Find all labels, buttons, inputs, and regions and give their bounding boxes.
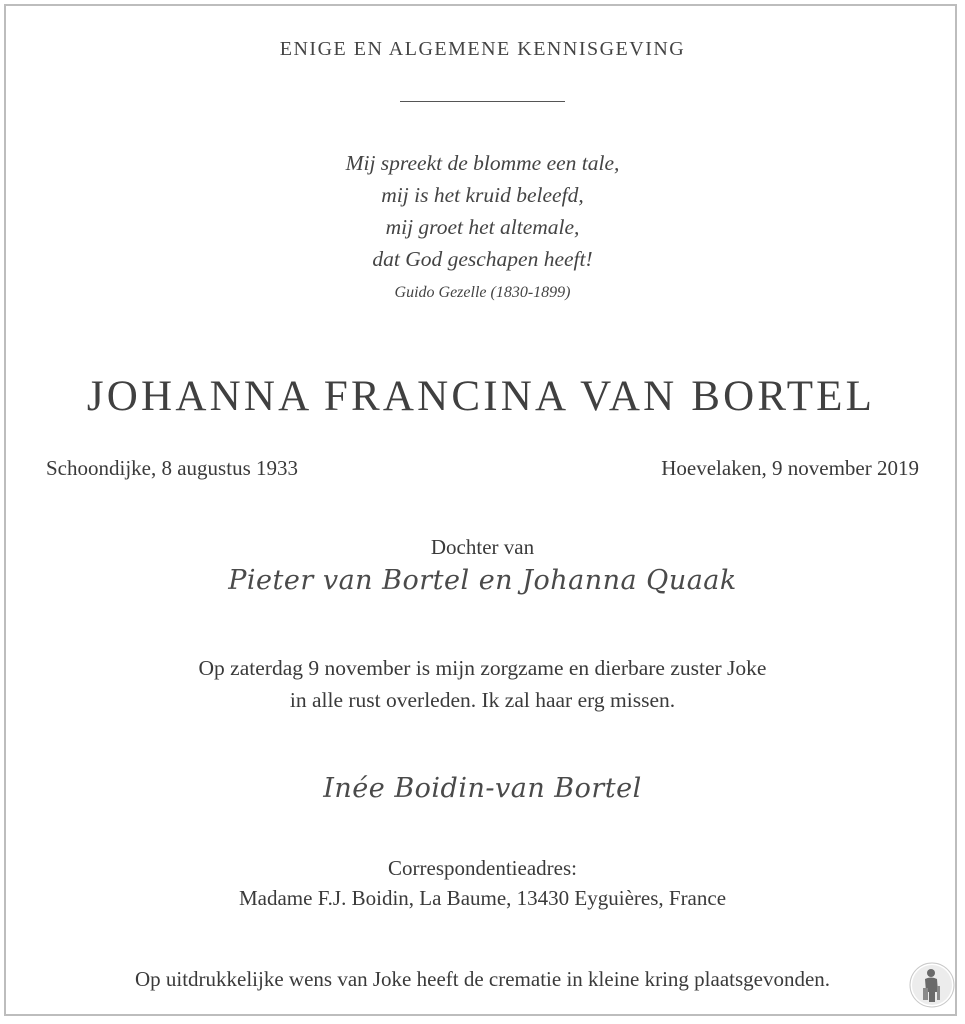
poem-line: Mij spreekt de blomme een tale, [345,151,620,175]
message [0,652,965,716]
death-place-date: Hoevelaken, 9 november 2019 [661,456,919,480]
signature: Inée Boidin-van Bortel [323,773,642,804]
poem-line: dat God geschapen heeft! [372,247,593,271]
deceased-name: JOHANNA FRANCINA VAN BORTEL [86,373,876,420]
message-line: Op zaterdag 9 november is mijn zorgzame en dierbare zuster Joke [198,656,767,680]
parents-names: Pieter van Bortel en Johanna Quaak [228,565,737,596]
birth-place-date: Schoondijke, 8 augustus 1933 [46,456,298,480]
message-line: in alle rust overleden. Ik zal haar erg missen. [289,688,676,712]
poem-line: mij groet het altemale, [385,215,580,239]
correspondence-label: Correspondentieadres: [388,856,577,880]
footer-note: Op uitdrukkelijke wens van Joke heeft de crematie in kleine kring plaatsgevonden. [134,967,831,991]
notice-header: ENIGE EN ALGEMENE KENNISGEVING [279,38,686,60]
poem-author: Guido Gezelle (1830-1899) [394,284,571,301]
poem-line: mij is het kruid beleefd, [381,183,584,207]
divider [400,101,565,102]
memorial-figure-icon [909,962,955,1008]
correspondence-address: Madame F.J. Boidin, La Baume, 13430 Eyguières, France [238,886,727,910]
daughter-label: Dochter van [430,535,535,559]
poem [0,147,965,275]
